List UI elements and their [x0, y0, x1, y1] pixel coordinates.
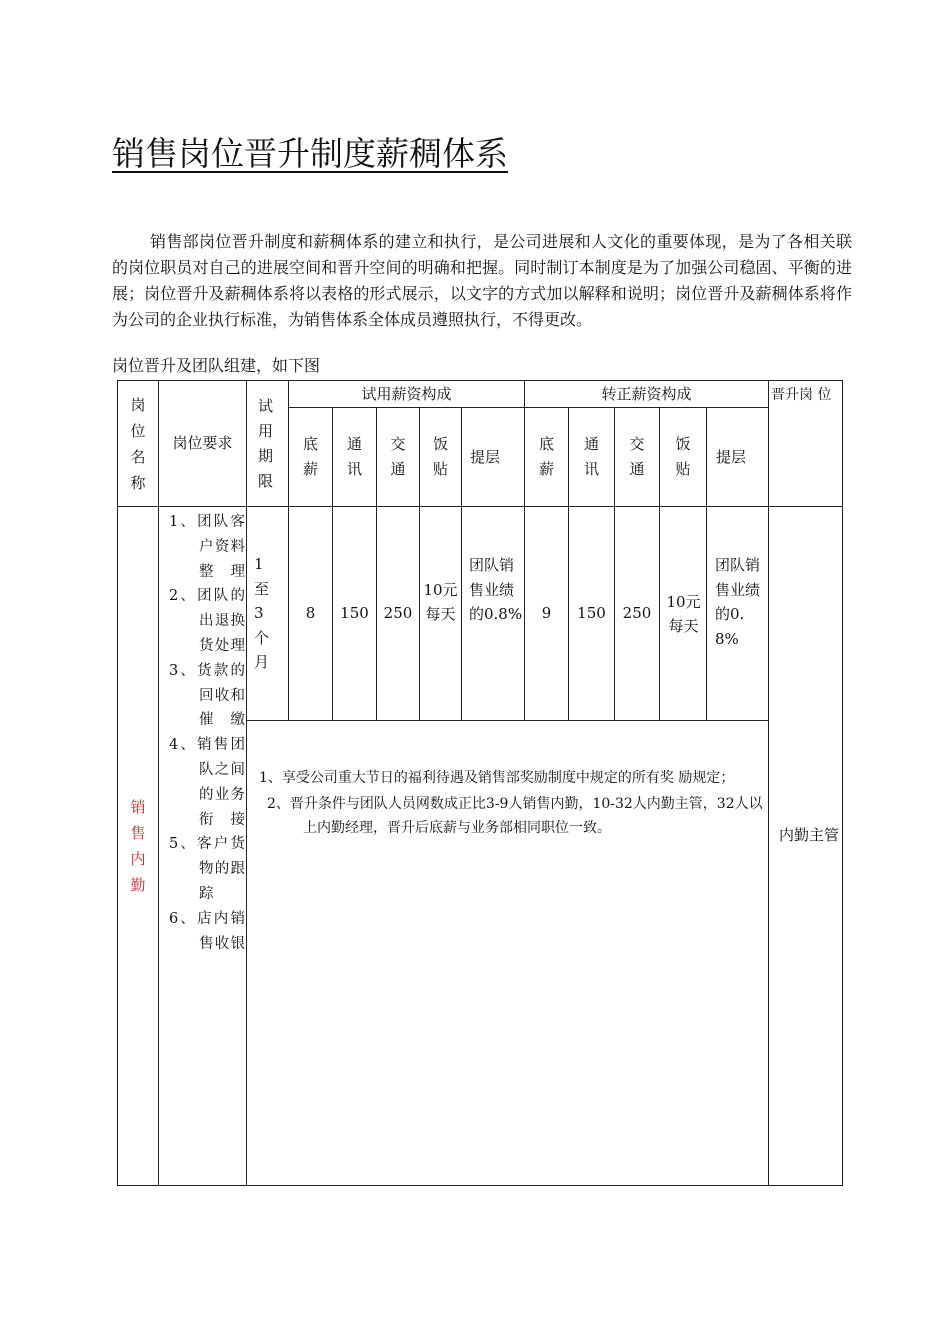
regular-communication-value: 150 [577, 604, 606, 622]
table-caption: 岗位晋升及团队组建，如下图 [112, 356, 321, 375]
salary-table [117, 380, 843, 1186]
subheader-trial-transport: 交通 [390, 435, 406, 478]
table-line-header-bottom [117, 506, 843, 507]
regular-base-value: 9 [541, 604, 552, 622]
header-position-name: 岗位名称 [130, 395, 146, 492]
table-border-right [842, 380, 843, 1186]
requirement-item: 3、货款的回收和催缴 [169, 662, 245, 729]
regular-commission-value: 团队销售业绩的0.8% [715, 556, 761, 648]
subheader-regular-base: 底薪 [538, 435, 554, 478]
header-regular-salary-group: 转正薪资构成 [601, 384, 692, 403]
trial-meal-value: 10元每天 [423, 581, 458, 623]
requirement-item: 4、销售团队之间的业务衔接 [169, 737, 245, 828]
note-item: 2、晋升条件与团队人员网数成正比3-9人销售内勤，10-32人内勤主管，32人以上内勤经理，晋升后底薪与业务部相同职位一致。 [267, 796, 763, 836]
table-border-bottom [117, 1185, 843, 1186]
subheader-regular-communication: 通讯 [583, 435, 599, 478]
intro-paragraph: 销售部岗位晋升制度和薪稠体系的建立和执行，是公司进展和人文化的重要体现，是为了各相关联的岗位职员对自己的进展空间和晋升空间的明确和把握。同时制订本制度是为了加强公司稳固、平衡的进展；岗位晋升及薪稠体系将以表格的形式展示，以文字的方式加以解释和说明；岗位晋升及薪稠体系将作为公司的企业执行标准，为销售体系全体成员遵照执行，不得更改。 [112, 232, 852, 329]
subheader-trial-communication: 通讯 [346, 435, 362, 478]
position-name: 销售内勤 [130, 798, 146, 894]
subheader-regular-transport: 交通 [629, 435, 645, 478]
header-probation-period: 试用期限 [257, 396, 277, 490]
promotion-notes [255, 766, 765, 840]
header-promotion: 晋升岗 位 [771, 387, 832, 403]
trial-transport-value: 250 [383, 604, 413, 622]
trial-base-value: 8 [305, 604, 316, 622]
requirement-item: 1、团队客户资料整理 [169, 514, 245, 580]
table-line-col13 [768, 380, 769, 1186]
header-trial-salary-group: 试用薪资构成 [361, 384, 452, 403]
subheader-trial-commission: 提层 [470, 447, 501, 466]
subheader-regular-meal: 饭贴 [675, 435, 691, 478]
header-requirements: 岗位要求 [172, 434, 233, 452]
note-item: 1、享受公司重大节日的福利待遇及销售部奖励制度中规定的所有奖 励规定； [259, 770, 735, 786]
subheader-trial-base: 底薪 [302, 435, 318, 478]
subheader-trial-meal: 饭贴 [432, 435, 448, 478]
subheader-regular-commission: 提层 [716, 447, 747, 466]
table-line-salary-bottom [246, 720, 769, 721]
requirement-item: 5、客户货物的跟踪 [169, 836, 245, 902]
requirement-item: 6、店内销售收银 [169, 910, 245, 952]
requirements-list [169, 510, 245, 956]
probation-period-value: 1至3个月 [254, 555, 270, 671]
regular-meal-value: 10元每天 [666, 593, 701, 635]
trial-commission-value: 团队销售业绩的0.8% [469, 556, 523, 623]
requirement-item: 2、团队的出退换货处理 [169, 588, 245, 654]
trial-communication-value: 150 [340, 604, 369, 622]
document-title: 销售岗位晋升制度薪稠体系 [112, 134, 508, 173]
regular-transport-value: 250 [622, 604, 652, 622]
promotion-target: 内勤主管 [779, 826, 840, 844]
